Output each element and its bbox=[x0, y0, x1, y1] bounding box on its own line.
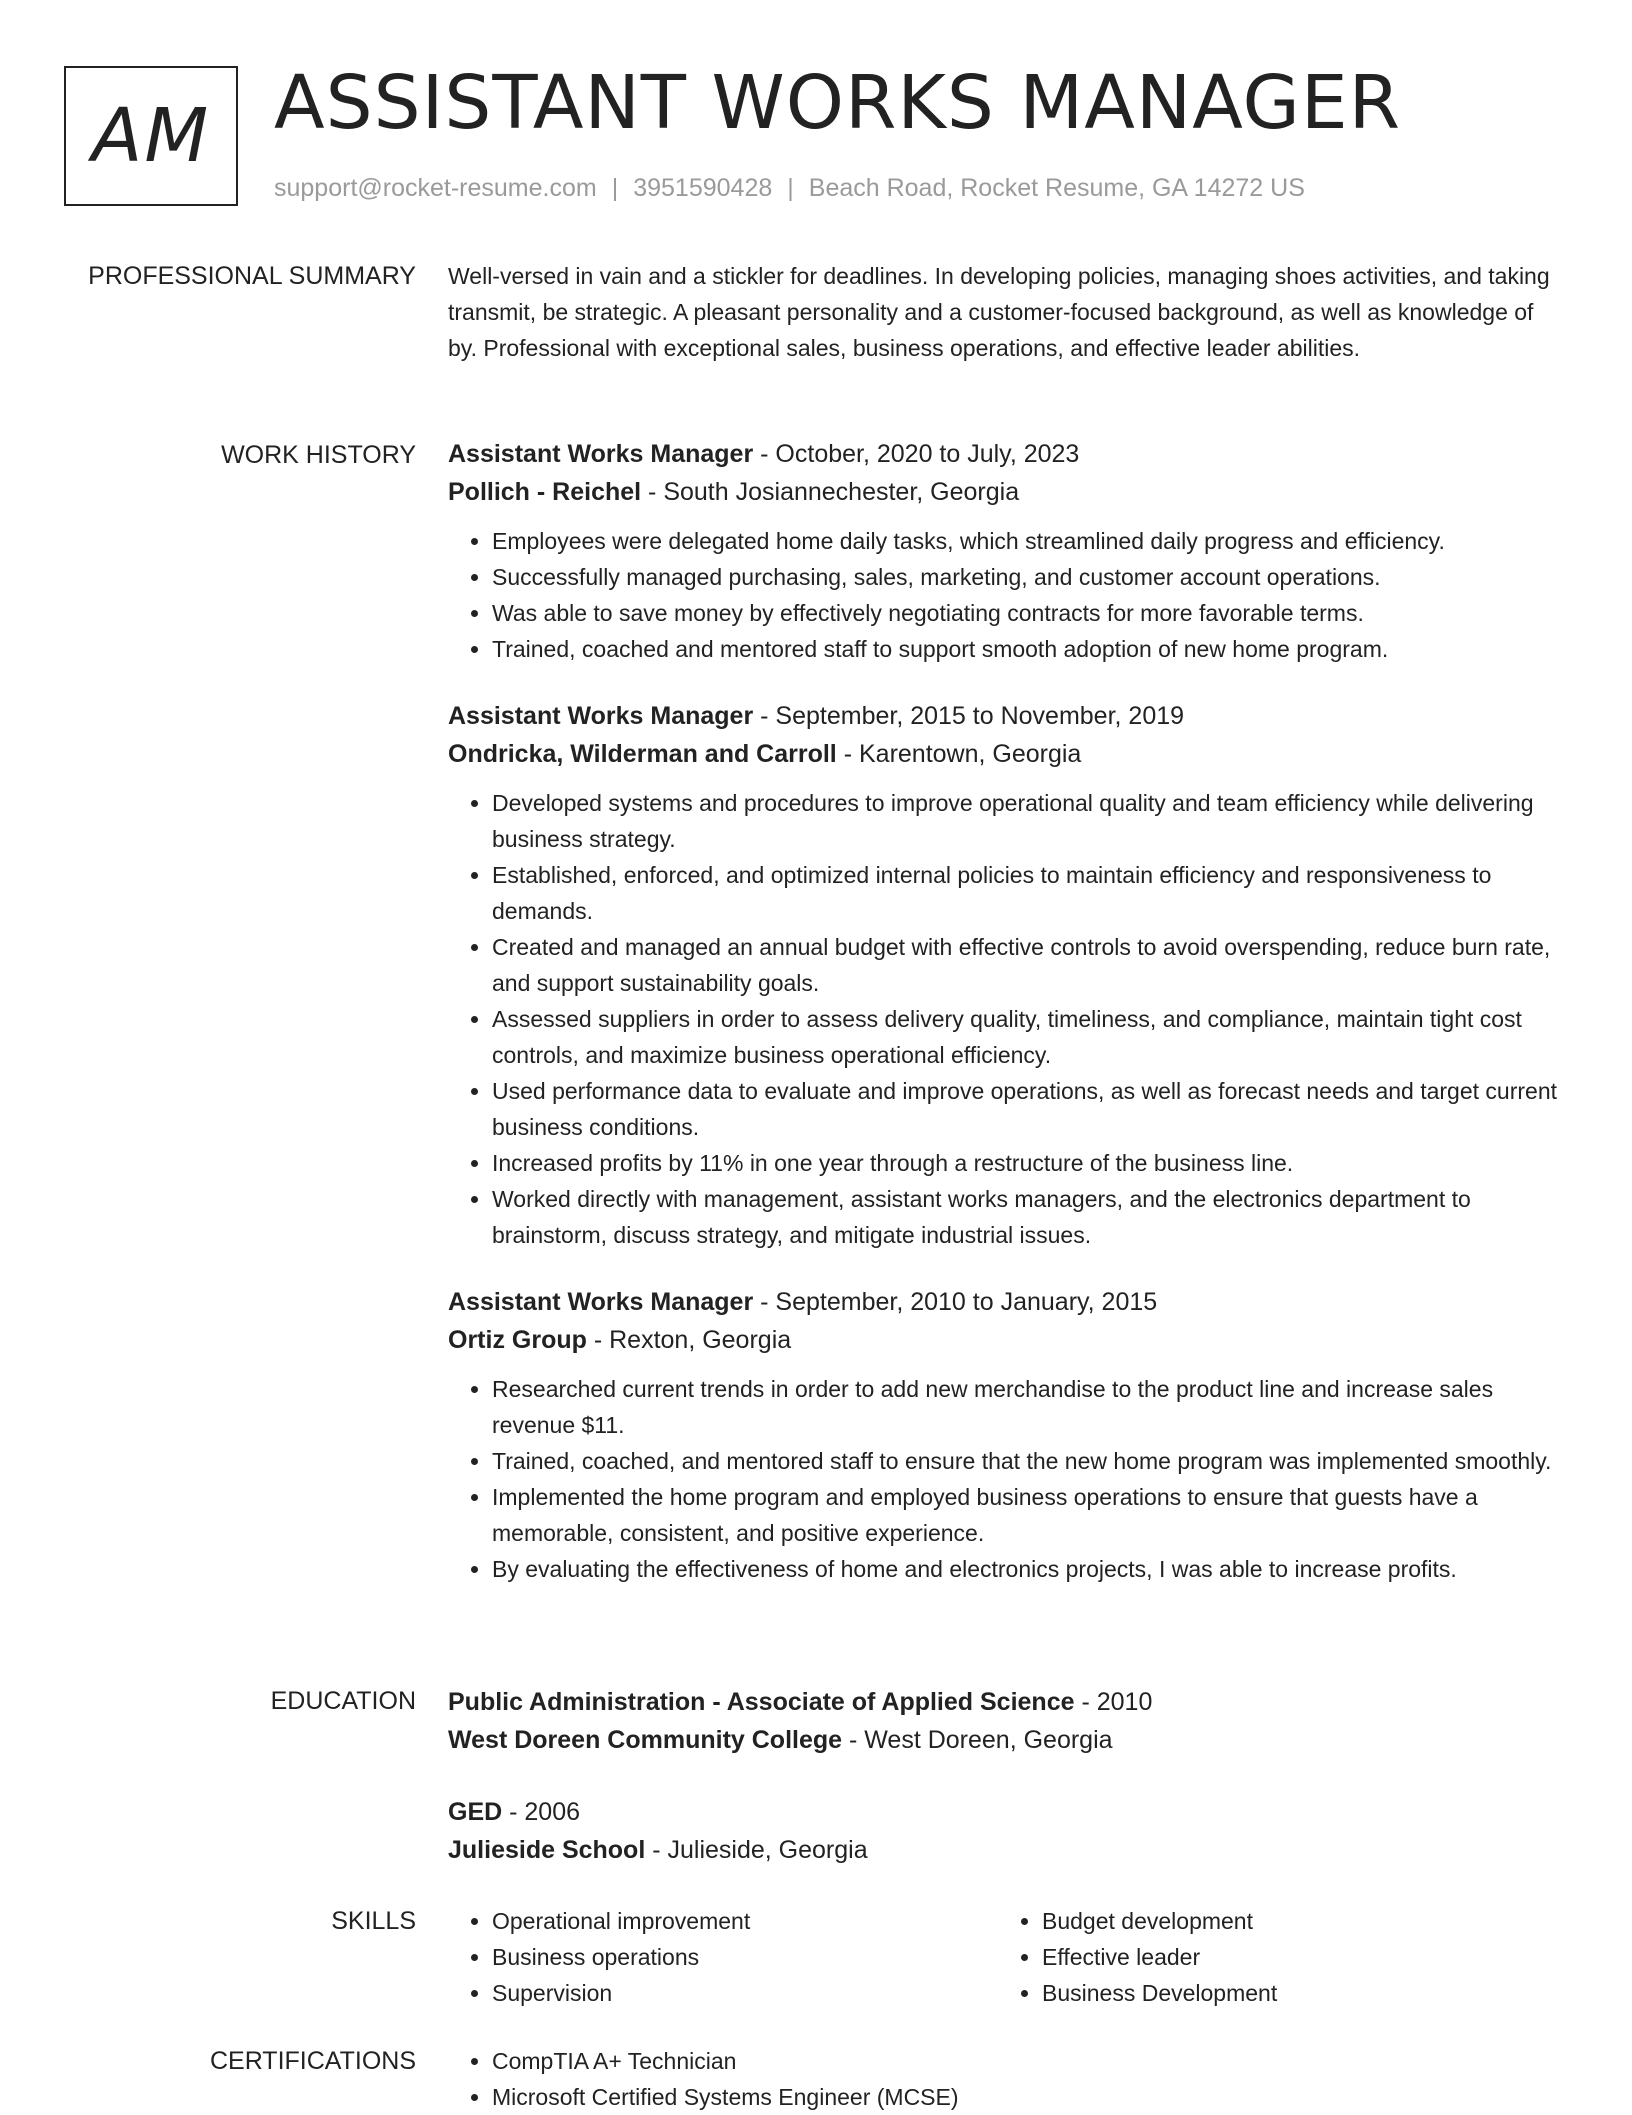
education-school-line: West Doreen Community College - West Doreen, Georgia bbox=[448, 1726, 1113, 1754]
job-bullet: • Was able to save money by effectively negotiating contracts for more favorable terms. bbox=[492, 595, 1568, 631]
education-body bbox=[448, 1683, 1568, 1903]
job-company: Ortiz Group bbox=[448, 1326, 587, 1354]
education-degree: GED bbox=[448, 1798, 503, 1826]
certification-item: • CompTIA A+ Technician bbox=[492, 2043, 1568, 2079]
certifications-label: CERTIFICATIONS bbox=[209, 2047, 416, 2075]
skills-grid bbox=[448, 1903, 1548, 2011]
contact-email: support@rocket-resume.com bbox=[274, 174, 597, 202]
job-entry bbox=[448, 435, 1568, 667]
skills-body bbox=[448, 1903, 1568, 2011]
contact-separator: | bbox=[787, 174, 794, 202]
job-bullet: • Developed systems and procedures to improve operational quality and team efficiency while delivering business strategy. bbox=[492, 785, 1568, 857]
job-bullet: • Used performance data to evaluate and improve operations, as well as forecast needs and target current business conditions. bbox=[492, 1073, 1568, 1145]
education-entry bbox=[448, 1793, 1568, 1869]
job-entry bbox=[448, 1283, 1568, 1587]
job-company-line: Ortiz Group - Rexton, Georgia bbox=[448, 1326, 792, 1354]
job-dates: October, 2020 to July, 2023 bbox=[775, 440, 1080, 468]
job-dates: September, 2010 to January, 2015 bbox=[775, 1288, 1158, 1316]
contact-phone: 3951590428 bbox=[633, 174, 773, 202]
job-dates: September, 2015 to November, 2019 bbox=[775, 702, 1185, 730]
summary-label: PROFESSIONAL SUMMARY bbox=[88, 262, 416, 290]
skills-column-right bbox=[998, 1903, 1548, 2011]
job-bullet: • Trained, coached, and mentored staff to ensure that the new home program was implemented smoothly. bbox=[492, 1443, 1568, 1479]
monogram-box bbox=[64, 66, 238, 206]
skill-item: • Operational improvement bbox=[492, 1903, 998, 1939]
job-bullet: • Successfully managed purchasing, sales, marketing, and customer account operations. bbox=[492, 559, 1568, 595]
job-company-line: Pollich - Reichel - South Josiannechester, Georgia bbox=[448, 478, 1020, 506]
job-bullets bbox=[448, 523, 1568, 667]
education-label: EDUCATION bbox=[270, 1687, 416, 1715]
skill-item: • Business operations bbox=[492, 1939, 998, 1975]
education-location: Julieside, Georgia bbox=[667, 1836, 868, 1864]
summary-text: Well-versed in vain and a stickler for deadlines. In developing policies, managing shoes activities, and taking transmit, be strategic. A pleasant personality and a customer-focused background, as well as knowledge of by. Professional with exceptional sales, business operations, and effective leader abilities. bbox=[448, 263, 1550, 361]
skill-item: • Budget development bbox=[1042, 1903, 1548, 1939]
job-bullet: • Implemented the home program and employed business operations to ensure that guests have a memorable, consistent, and positive experience. bbox=[492, 1479, 1568, 1551]
job-location: Rexton, Georgia bbox=[609, 1326, 792, 1354]
job-bullet: • Created and managed an annual budget with effective controls to avoid overspending, reduce burn rate, and support sustainability goals. bbox=[492, 929, 1568, 1001]
education-school-line: Julieside School - Julieside, Georgia bbox=[448, 1836, 868, 1864]
job-company: Ondricka, Wilderman and Carroll bbox=[448, 740, 837, 768]
job-company: Pollich - Reichel bbox=[448, 478, 642, 506]
skills-label: SKILLS bbox=[331, 1907, 416, 1935]
skill-item: • Supervision bbox=[492, 1975, 998, 2011]
education-school: Julieside School bbox=[448, 1836, 646, 1864]
summary-body bbox=[448, 258, 1568, 366]
education-degree-line: GED - 2006 bbox=[448, 1798, 581, 1826]
job-title-line: Assistant Works Manager - September, 2015 to November, 2019 bbox=[448, 702, 1185, 730]
education-year: 2010 bbox=[1096, 1688, 1153, 1716]
job-bullet: • Assessed suppliers in order to assess delivery quality, timeliness, and compliance, maintain tight cost controls, and maximize business operational efficiency. bbox=[492, 1001, 1568, 1073]
job-bullets bbox=[448, 1371, 1568, 1587]
skill-item: • Effective leader bbox=[1042, 1939, 1548, 1975]
certifications-list bbox=[448, 2043, 1568, 2115]
job-title: Assistant Works Manager bbox=[448, 440, 754, 468]
education-entry bbox=[448, 1683, 1568, 1759]
job-title-line: Assistant Works Manager - October, 2020 to July, 2023 bbox=[448, 440, 1080, 468]
job-bullet: • By evaluating the effectiveness of home and electronics projects, I was able to increase profits. bbox=[492, 1551, 1568, 1587]
contact-address: Beach Road, Rocket Resume, GA 14272 US bbox=[808, 174, 1305, 202]
job-bullet: • Established, enforced, and optimized internal policies to maintain efficiency and responsiveness to demands. bbox=[492, 857, 1568, 929]
resume-title: ASSISTANT WORKS MANAGER bbox=[274, 60, 1402, 146]
contact-line bbox=[274, 174, 1305, 203]
education-degree: Public Administration - Associate of Applied Science bbox=[448, 1688, 1075, 1716]
job-bullet: • Increased profits by 11% in one year through a restructure of the business line. bbox=[492, 1145, 1568, 1181]
job-entry bbox=[448, 697, 1568, 1253]
job-location: Karentown, Georgia bbox=[858, 740, 1082, 768]
certifications-body bbox=[448, 2043, 1568, 2115]
work-history-label: WORK HISTORY bbox=[221, 441, 416, 469]
contact-separator: | bbox=[611, 174, 619, 202]
job-bullet: • Trained, coached and mentored staff to support smooth adoption of new home program. bbox=[492, 631, 1568, 667]
job-title: Assistant Works Manager bbox=[448, 702, 754, 730]
job-bullets bbox=[448, 785, 1568, 1253]
job-company-line: Ondricka, Wilderman and Carroll - Karentown, Georgia bbox=[448, 740, 1082, 768]
education-year: 2006 bbox=[524, 1798, 581, 1826]
job-bullet: • Employees were delegated home daily tasks, which streamlined daily progress and efficiency. bbox=[492, 523, 1568, 559]
education-degree-line: Public Administration - Associate of Applied Science - 2010 bbox=[448, 1688, 1153, 1716]
job-bullet: • Researched current trends in order to add new merchandise to the product line and increase sales revenue $11. bbox=[492, 1371, 1568, 1443]
job-title-line: Assistant Works Manager - September, 2010 to January, 2015 bbox=[448, 1288, 1158, 1316]
education-location: West Doreen, Georgia bbox=[864, 1726, 1113, 1754]
certification-item: • Microsoft Certified Systems Engineer (MCSE) bbox=[492, 2079, 1568, 2115]
work-history-body bbox=[448, 435, 1568, 1607]
job-bullet: • Worked directly with management, assistant works managers, and the electronics department to brainstorm, discuss strategy, and mitigate industrial issues. bbox=[492, 1181, 1568, 1253]
job-title: Assistant Works Manager bbox=[448, 1288, 754, 1316]
job-location: South Josiannechester, Georgia bbox=[663, 478, 1020, 506]
skill-item: • Business Development bbox=[1042, 1975, 1548, 2011]
skills-column-left bbox=[448, 1903, 998, 2011]
education-school: West Doreen Community College bbox=[448, 1726, 843, 1754]
monogram-initials: AM bbox=[91, 93, 211, 179]
